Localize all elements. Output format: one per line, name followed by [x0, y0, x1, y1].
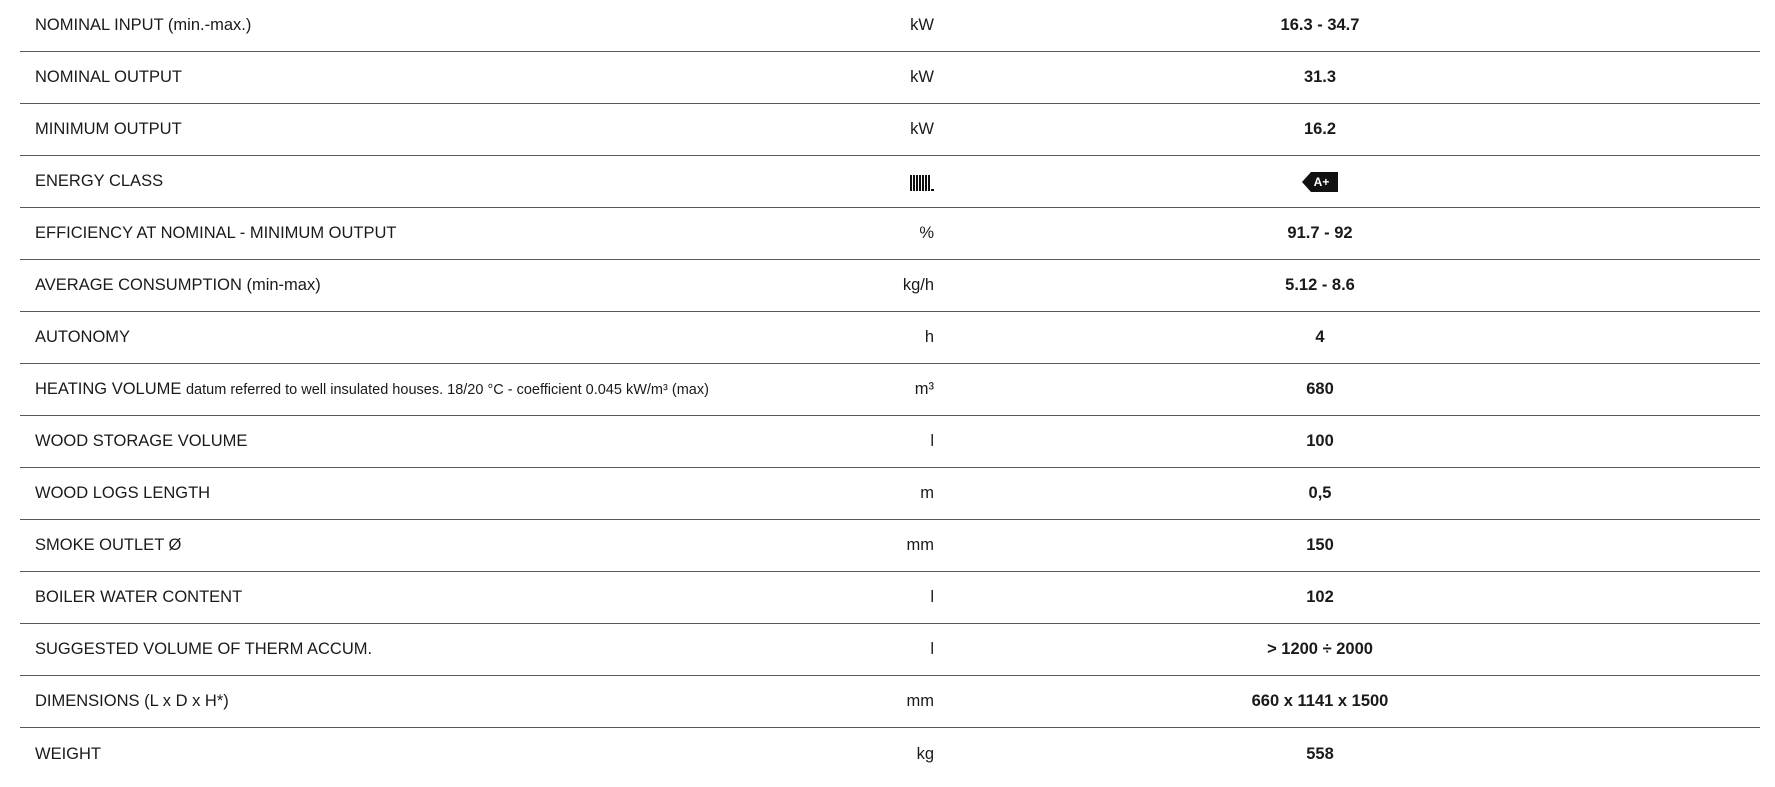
spec-value: > 1200 ÷ 2000	[1267, 640, 1373, 658]
spec-label: ENERGY CLASS	[35, 172, 164, 190]
spec-unit: kg	[916, 744, 934, 763]
spec-value: 680	[1306, 380, 1334, 398]
spec-row-smoke-outlet	[20, 520, 1760, 572]
spec-value: 31.3	[1303, 68, 1337, 86]
spec-row-weight	[20, 728, 1760, 780]
spec-unit: kW	[910, 120, 934, 138]
spec-unit: h	[924, 328, 934, 346]
spec-value: 150	[1306, 536, 1334, 554]
spec-row-autonomy	[20, 312, 1760, 364]
spec-label	[35, 364, 915, 415]
spec-row-heating-volume	[20, 364, 1760, 416]
spec-value: 102	[1306, 588, 1334, 606]
spec-unit	[814, 156, 934, 207]
spec-value: 91.7 - 92	[1287, 224, 1353, 242]
spec-label: WEIGHT	[35, 744, 101, 763]
spec-label: NOMINAL INPUT (min.-max.)	[35, 16, 252, 34]
spec-unit: kg/h	[902, 276, 934, 294]
spec-value: 16.2	[1303, 120, 1337, 138]
spec-row-wood-logs-length	[20, 468, 1760, 520]
spec-label: WOOD STORAGE VOLUME	[35, 432, 248, 450]
spec-row-minimum-output	[20, 104, 1760, 156]
spec-value: 0,5	[1308, 484, 1332, 502]
spec-unit: l	[930, 432, 934, 450]
spec-label: NOMINAL OUTPUT	[35, 68, 182, 86]
spec-label: MINIMUM OUTPUT	[35, 120, 182, 138]
spec-unit: kW	[910, 68, 934, 86]
spec-row-nominal-output	[20, 52, 1760, 104]
spec-label: AVERAGE CONSUMPTION (min-max)	[35, 276, 321, 294]
spec-value	[1170, 156, 1470, 207]
spec-label: EFFICIENCY AT NOMINAL - MINIMUM OUTPUT	[35, 224, 397, 242]
spec-value: 660 x 1141 x 1500	[1251, 692, 1389, 710]
spec-label: SUGGESTED VOLUME OF THERM ACCUM.	[35, 640, 373, 658]
energy-class-badge	[1302, 172, 1339, 192]
spec-table	[20, 0, 1760, 780]
spec-label: SMOKE OUTLET Ø	[35, 536, 182, 554]
spec-row-boiler-water-content	[20, 572, 1760, 624]
spec-row-efficiency	[20, 208, 1760, 260]
spec-unit: mm	[906, 536, 934, 554]
spec-unit: %	[919, 224, 934, 242]
spec-row-wood-storage-volume	[20, 416, 1760, 468]
spec-label: BOILER WATER CONTENT	[35, 588, 243, 606]
spec-value: 558	[1306, 744, 1334, 763]
energy-class-label: A+	[1311, 172, 1339, 192]
spec-label: WOOD LOGS LENGTH	[35, 484, 211, 502]
spec-unit: l	[930, 588, 934, 606]
spec-row-nominal-input	[20, 0, 1760, 52]
spec-value: 5.12 - 8.6	[1285, 276, 1355, 294]
spec-unit: m³	[914, 380, 934, 398]
spec-unit: mm	[906, 692, 934, 710]
radiator-icon	[910, 173, 934, 191]
spec-unit: m	[920, 484, 934, 502]
spec-row-average-consumption	[20, 260, 1760, 312]
spec-label: AUTONOMY	[35, 328, 131, 346]
spec-value: 100	[1306, 432, 1334, 450]
spec-label: DIMENSIONS (L x D x H*)	[35, 692, 229, 710]
spec-value: 16.3 - 34.7	[1280, 16, 1360, 34]
spec-row-suggested-volume	[20, 624, 1760, 676]
spec-row-dimensions	[20, 676, 1760, 728]
spec-value: 4	[1315, 328, 1325, 346]
spec-label-note: datum referred to well insulated houses. 18/20 °C - coefficient 0.045 kW/m³ (max)	[185, 381, 709, 398]
spec-unit: l	[930, 640, 934, 658]
spec-row-energy-class	[20, 156, 1760, 208]
spec-unit: kW	[910, 16, 934, 34]
spec-label-main: HEATING VOLUME	[35, 380, 182, 398]
